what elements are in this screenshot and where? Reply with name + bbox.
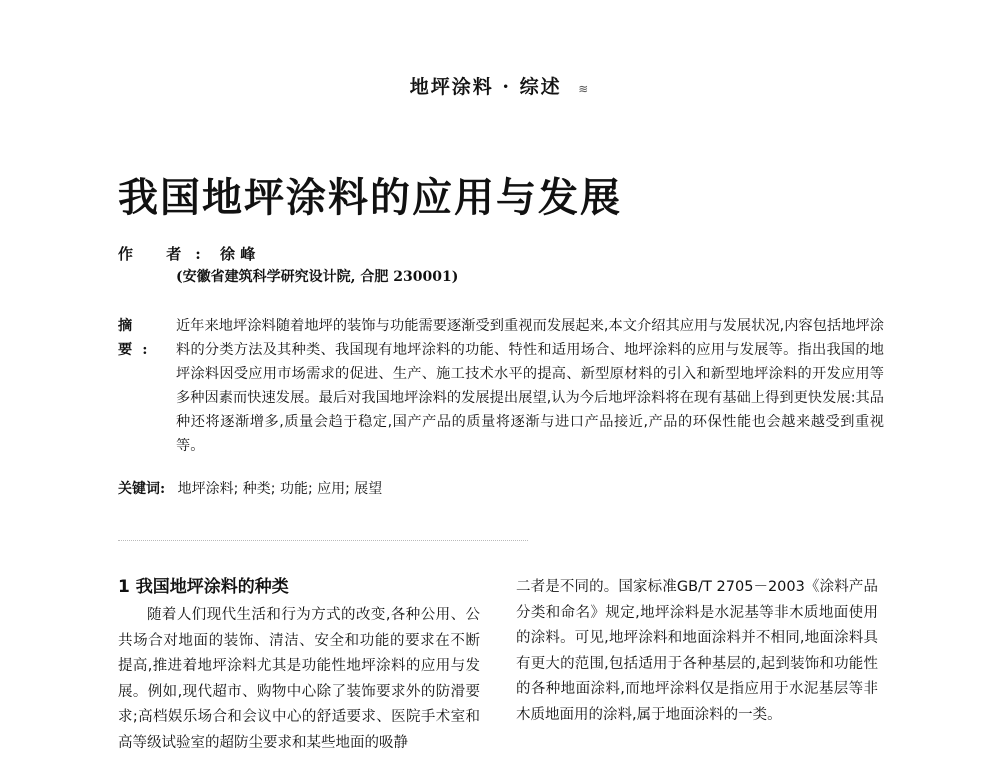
header-mark-icon: ≋ <box>578 82 591 96</box>
body-paragraph-left: 随着人们现代生活和行为方式的改变,各种公用、公共场合对地面的装饰、清洁、安全和功能的要求在不断提高,推进着地坪涂料尤其是功能性地坪涂料的应用与发展。例如,现代超市、购物中心除了装饰要求外的防滑要求;高档娱乐场合和会议中心的舒适要求、医院手术室和高等级试验室的超防尘要求和某些地面的吸静 <box>118 607 480 751</box>
keywords-text: 地坪涂料; 种类; 功能; 应用; 展望 <box>177 481 383 497</box>
author-label: 作 者: <box>118 245 215 263</box>
section-divider <box>118 540 528 542</box>
body-column-right <box>516 575 878 729</box>
author-affiliation: (安徽省建筑科学研究设计院, 合肥 230001) <box>176 269 459 285</box>
keywords-line <box>118 478 382 498</box>
body-paragraph-right: 二者是不同的。国家标准GB/T 2705－2003《涂料产品分类和命名》规定,地坪涂料是水泥基等非木质地面使用的涂料。可见,地坪涂料和地面涂料并不相同,地面涂料具有更大的范围,包括适用于各种基层的,起到装饰和功能性的各种地面涂料,而地坪涂料仅是指应用于水泥基层等非木质地面用的涂料,属于地面涂料的一类。 <box>516 579 878 723</box>
section-heading: 1 我国地坪涂料的种类 <box>118 577 289 597</box>
running-title: 地坪涂料 · 综述 <box>409 76 562 98</box>
author-line <box>118 243 255 264</box>
article-title: 我国地坪涂料的应用与发展 <box>118 174 622 221</box>
keywords-label: 关键词: <box>118 481 166 497</box>
abstract-text: 近年来地坪涂料随着地坪的装饰与功能需要逐渐受到重视而发展起来,本文介绍其应用与发展状况,内容包括地坪涂料的分类方法及其种类、我国现有地坪涂料的功能、特性和适用场合、地坪涂料的应用与发展等。指出我国的地坪涂料因受应用市场需求的促进、生产、施工技术水平的提高、新型原材料的引入和新型地坪涂料的开发应用等多种因素而快速发展。最后对我国地坪涂料的发展提出展望,认为今后地坪涂料将在现有基础上得到更快发展:其品种还将逐渐增多,质量会趋于稳定,国产产品的质量将逐渐与进口产品接近,产品的环保性能也会越来越受到重视等。 <box>176 318 884 454</box>
body-column-left <box>118 575 480 757</box>
author-name: 徐 峰 <box>220 245 256 263</box>
abstract-label: 摘 要: <box>118 318 158 358</box>
running-header <box>0 72 1000 99</box>
abstract-block <box>118 314 884 458</box>
